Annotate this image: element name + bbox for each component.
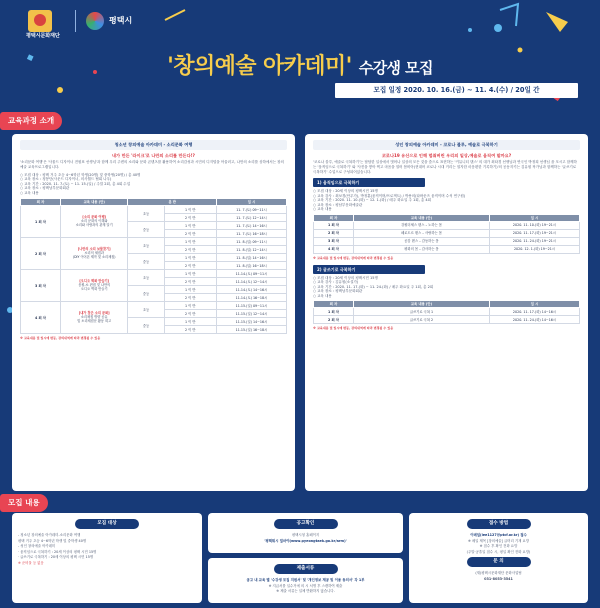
course-line: 소리의 채집과	[84, 250, 104, 255]
table-row	[21, 302, 287, 310]
program2-detail: ○ 교육 장소 : 평택남부문화회관	[313, 289, 363, 294]
documents-line: 공고 내 교육 별 '수강생 모집 지원서' 및 '개인정보 제공 및 이용 동의서' 각 1부	[246, 578, 365, 582]
confetti-dot	[57, 87, 63, 93]
program1-detail: ○ 교육 기간 : 2020. 11. 10.(화) ~ 12. 1.(화) / 매주 화요일 주 1회, 총 4회	[313, 198, 431, 203]
program1-heading: 1) 움직임으로 극복하기	[313, 178, 425, 187]
date-cell: 2020. 11. 17.(화) 19~21시	[490, 229, 580, 237]
confetti-dot	[468, 28, 472, 32]
foundation-emblem-icon	[28, 10, 52, 32]
inquiry-line: (재)평택시문화재단 문화사업팀	[475, 571, 522, 576]
program1-detail: ○ 교육 장소 : 평남부문화예술관	[313, 202, 363, 207]
course-cell	[61, 302, 128, 334]
table-row	[21, 206, 287, 214]
session-cell: 1 회 차	[314, 221, 354, 229]
left-detail-venue: ○ 교육 장소 : 평택남부문화회관	[20, 186, 70, 191]
brush-icon	[165, 10, 185, 20]
class-cell: 1 이 반	[164, 238, 216, 246]
class-cell: 2 이 반	[164, 214, 216, 222]
target-line: - 청소년 창의예술 아카데미-소리문화 여행	[18, 533, 81, 537]
card-youth-program	[12, 134, 295, 491]
documents-line: ※ 지급서를 일수거에 의 시 서명 후 스캔하여 제출	[268, 583, 343, 588]
apply-line: ※ 메일 제목 [창의예술] 글머리 기재 요망	[467, 538, 530, 543]
program1-detail: ○ 교육 내용	[313, 207, 332, 212]
date-cell: 2020. 11. 24.(화) 19~21시	[490, 237, 580, 245]
group-cell: 중등	[128, 286, 164, 302]
recruit-period: 모집 일정 2020. 10. 16.(금) ~ 11. 4.(수) / 20일 간	[335, 83, 578, 98]
notice-url[interactable]: '평택뭐시 얼마야(www.pyeongtaek.go.kr/arm)'	[264, 538, 347, 543]
date-cell: 2020. 11. 10.(화) 19~21시	[490, 221, 580, 229]
class-cell: 2 이 반	[164, 262, 216, 270]
table-row	[314, 245, 580, 253]
session-cell: 1 회 차	[314, 308, 354, 316]
left-detail-content: ○ 교육 내용	[20, 190, 39, 195]
session-cell: 3 회 차	[21, 270, 61, 302]
card-adult-program	[305, 134, 588, 491]
class-cell: 2 이 반	[164, 326, 216, 334]
class-cell: 1 이 반	[164, 318, 216, 326]
course-line: 및 소리채집문 활동 회고	[77, 318, 112, 323]
table-row	[314, 221, 580, 229]
session-cell: 2 회 차	[21, 238, 61, 270]
class-cell: 1 이 반	[164, 222, 216, 230]
class-cell: 1 이 반	[164, 206, 216, 214]
course-title: [소리 문화 여행]	[82, 215, 107, 220]
date-cell: 2020. 11. 17.(화) 14~16시	[490, 308, 580, 316]
program1-detail: ○ 교육 강사 : 최보경(안무가), 박정훈(움직이며/프로젝트) / 박용의(타바운즈 움직이며 수석 연구원)	[313, 193, 466, 198]
date-cell: 11. 7.(토) 14~16시	[217, 222, 287, 230]
session-cell: 4 회 차	[314, 245, 354, 253]
title-main: '창의예술 아카데미'	[167, 54, 352, 79]
header-logos	[26, 10, 133, 39]
left-detail-place: ○ 교육 장소 : 청봉단(사운드 디자이너, 의사월드 협회 나우)	[20, 177, 112, 182]
th-date: 일 시	[490, 214, 580, 221]
left-detail-period: ○ 교육 기간 : 2020. 11. 7.(토) ~ 11. 15.(일) / 주말 2회, 총 4회 수업	[20, 181, 131, 186]
left-detail-target: ○ 모집 대상 : 평택 거주 초등 4~6학년 학생(20명) 및 중학생(20명) / 총 40명	[20, 172, 141, 177]
course-cell	[61, 238, 128, 270]
th-session: 회 차	[21, 199, 61, 206]
date-cell: 11.15.(일) 14~16시	[217, 318, 287, 326]
course-cell	[61, 270, 128, 302]
left-note: ※ 교육내용 및 일시에 변동, 강의내역에 따라 변경될 수 있음	[20, 336, 101, 341]
inquiry-phone: 031-8053-3541	[484, 576, 513, 581]
table-row	[314, 316, 580, 324]
apply-line: ※ 접수 후 확인 전화 요망	[479, 544, 518, 549]
program2-body	[314, 308, 580, 324]
right-headline: 코로나19 유산으로 인해 멈춰버린 우리의 일상,예술로 움직여 말까요?	[381, 153, 512, 158]
music-note-icon	[494, 24, 502, 32]
card-target	[12, 513, 202, 603]
apply-email[interactable]: 이메일(lee1127@ptcf.or.kr) 접수	[470, 533, 527, 537]
course-title: [오디오 벽화 만들기]	[79, 279, 110, 284]
course-line: 소리와 사람과의 관계 알기	[75, 222, 113, 227]
date-cell: 2020. 11. 24.(화) 14~16시	[490, 316, 580, 324]
table-row	[314, 308, 580, 316]
target-line: · 움직임으로 극복하기 : 20세 이상의 평택 시민 15명	[18, 549, 97, 554]
class-cell: 2 이 반	[164, 246, 216, 254]
group-cell: 중등	[128, 254, 164, 270]
left-schedule-body	[21, 206, 287, 334]
course-line: 오디오 벽화 만들기	[80, 286, 108, 291]
date-cell: 11.14.(토) 16~18시	[217, 294, 287, 302]
city-emblem-icon	[86, 12, 104, 30]
target-line: - 성인 창의예술 아카데미	[18, 544, 56, 549]
date-cell: 11.15.(일) 09~11시	[217, 302, 287, 310]
program1-body	[314, 221, 580, 253]
date-cell: 11. 8.(일) 16~18시	[217, 262, 287, 270]
card-title-right: 성인 창의예술 아카데미 - 코로나 블루, 예술로 극복하기	[313, 140, 580, 150]
course-cell: 공감 댄스 – 감동하는 몸	[354, 237, 490, 245]
group-cell: 초등	[128, 206, 164, 222]
date-cell: 11.14.(토) 12~14시	[217, 278, 287, 286]
th-session: 회 차	[314, 214, 354, 221]
course-cell: 강원더체스 댄스 – 노하는 몸	[354, 221, 490, 229]
section-recruit-badge: 모집 내용	[0, 494, 48, 512]
program2-detail: ○ 교육 기간 : 2020. 11. 17.(화) ~ 11. 24.(화) / 매주 화요일 주 1회, 총 2회	[313, 284, 434, 289]
section-curriculum-badge: 교육과정 소개	[0, 112, 62, 130]
course-line: 소리채집 방향 공유	[80, 314, 108, 319]
class-cell: 1 이 반	[164, 254, 216, 262]
left-description: '소리문화 여행'은 '사물드 디자이너 전원표 선생님'과 함께 우리 주변의 소리와 문화 콘텐츠를 활용하여 소리감성과 시민의 디지털을 아울러고, 나만의 소리를 상하에서는 창의예술 교육프로그램입니다.	[20, 160, 284, 169]
card-apply	[409, 513, 588, 603]
documents-title: 제출서류	[274, 564, 338, 574]
confetti-dot	[518, 48, 523, 53]
session-cell: 2 회 차	[314, 229, 354, 237]
course-line: 음원-소 편집 및 나만의	[78, 282, 111, 287]
inquiry-title: 문 의	[467, 557, 531, 567]
course-title: [내가 찾은 소리 문화]	[78, 311, 110, 316]
table-row	[21, 270, 287, 278]
course-cell	[61, 206, 128, 238]
city-name: 평택시	[109, 15, 133, 25]
target-title: 모집 대상	[75, 519, 139, 529]
date-cell: 2020. 12. 1.(화) 19~21시	[490, 245, 580, 253]
table-row	[314, 229, 580, 237]
date-cell: 11. 8.(일) 09~11시	[217, 238, 287, 246]
date-cell: 11.14.(토) 09~11시	[217, 270, 287, 278]
course-cell: 글쓰기로 극복 1	[354, 308, 490, 316]
date-cell: 11. 7.(토) 16~18시	[217, 230, 287, 238]
palette-icon	[546, 12, 568, 32]
session-cell: 2 회 차	[314, 316, 354, 324]
program2-note: ※ 교육내용 및 일시에 변동, 강의내역에 따라 변경될 수 있음	[313, 326, 394, 331]
notice-line: 평택시청 홈페이지	[291, 533, 320, 537]
program2-table	[313, 300, 580, 324]
card-documents	[208, 558, 403, 603]
card-title-left: 청소년 창의예술 아카데미 - 소리문화 여행	[20, 140, 287, 150]
date-cell: 11. 8.(일) 14~16시	[217, 254, 287, 262]
logo-divider	[75, 10, 76, 32]
class-cell: 2 이 반	[164, 310, 216, 318]
th-date: 일 시	[217, 199, 287, 206]
date-cell: 11.15.(일) 16~18시	[217, 326, 287, 334]
target-line: ※ 준비물 등 없음	[18, 561, 44, 566]
title-sub: 수강생 모집	[358, 59, 433, 77]
left-schedule-table	[20, 198, 287, 334]
session-cell: 3 회 차	[314, 237, 354, 245]
class-cell: 2 이 반	[164, 294, 216, 302]
table-row	[21, 238, 287, 246]
program2-detail: ○ 교육 강사 : 김유원(소설가)	[313, 280, 359, 285]
date-cell: 11.15.(일) 12~14시	[217, 310, 287, 318]
program1-detail: ○ 모집 대상 : 20세 이상의 평택시민 15명	[313, 189, 378, 194]
course-line: 소리 문화의 이해와	[80, 218, 108, 223]
th-course: 교육 내용 (안)	[61, 199, 128, 206]
program1-note: ※ 교육내용 및 일시에 변동, 강의내역에 따라 변경될 수 있음	[313, 255, 394, 260]
th-session: 회 차	[314, 301, 354, 308]
course-cell: 평화의 몸 – 감사하는 몸	[354, 245, 490, 253]
session-cell: 1 회 차	[21, 206, 61, 238]
documents-line: ※ 제출 서류는 일체 반환하지 않습니다.	[276, 589, 335, 594]
apply-title: 접수 방법	[467, 519, 531, 529]
apply-line: (주말·공휴일 접수 시, 평일 확인 전화 요망)	[466, 549, 531, 554]
group-cell: 중등	[128, 318, 164, 334]
program2-detail: ○ 교육 내용	[313, 293, 332, 298]
session-cell: 4 회 차	[21, 302, 61, 334]
program1-table	[313, 214, 580, 254]
date-cell: 11. 8.(일) 12~14시	[217, 246, 287, 254]
class-cell: 2 이 반	[164, 278, 216, 286]
class-cell: 1 이 반	[164, 302, 216, 310]
course-cell: 페로도르 댄스 – 사랑하는 몸	[354, 229, 490, 237]
table-row	[314, 237, 580, 245]
group-cell: 초등	[128, 238, 164, 254]
th-course: 교육 내용 (안)	[354, 214, 490, 221]
class-cell: 2 이 반	[164, 230, 216, 238]
date-cell: 11.14.(토) 14~16시	[217, 286, 287, 294]
class-cell: 1 이 반	[164, 286, 216, 294]
music-note-icon	[500, 4, 518, 26]
group-cell: 중등	[128, 222, 164, 238]
th-date: 일 시	[490, 301, 580, 308]
group-cell: 초등	[128, 302, 164, 318]
program2-heading: 2) 글쓰기로 극복하기	[313, 265, 425, 274]
target-line: 평택 거주 초등 4~6학년 학생 및 중학생 40명	[18, 538, 87, 543]
course-title: [나만의 소리 보물찾기]	[77, 247, 111, 252]
class-cell: 1 이 반	[164, 270, 216, 278]
date-cell: 11. 7.(토) 12~14시	[217, 214, 287, 222]
foundation-logo[interactable]	[26, 10, 60, 39]
course-cell: 글쓰기로 극복 2	[354, 316, 490, 324]
th-class: 분 반	[128, 199, 217, 206]
course-line: (DIY 이어폰 제작 및 소리채집)	[72, 254, 116, 259]
program2-detail: ○ 모집 대상 : 20세 이상의 평택시민 15명	[313, 275, 378, 280]
card-notice	[208, 513, 403, 553]
date-cell: 11. 7.(토) 09~11시	[217, 206, 287, 214]
left-headline: 내가 만든 '라이크'로 나만의 소리를 만든다!?	[112, 153, 195, 158]
target-line: · 글쓰기로 극복하기 : 20세 이상의 평택 시민 15명	[18, 555, 94, 560]
th-course: 교육 내용 (안)	[354, 301, 490, 308]
right-description: '코로나 블루, 예술로 극복하기'는 답답한 일상에서 벗어나 일상의 모든 것을 춤으로 표현하는 '커뮤니티 댄스' 의 대가 최타경 선생님과 연극인 박정희 선생님 을 모시고 함께하는 '움직임으로 극복하기' 와 '사진을 쌓아 찍고 마음을 열어 봄비아(현대어 코로나 시대 거리는 열자한 마음편한 기록하기)'의 공동지키는 김유원 작가님과 함께하는 '글쓰기로 극복하기' 수업으로 구성되어있습니다.	[313, 160, 577, 174]
group-cell: 초등	[128, 270, 164, 286]
notice-title: 공고확인	[274, 519, 338, 529]
page-title	[0, 53, 600, 82]
foundation-name: 평택시문화재단	[26, 33, 60, 39]
